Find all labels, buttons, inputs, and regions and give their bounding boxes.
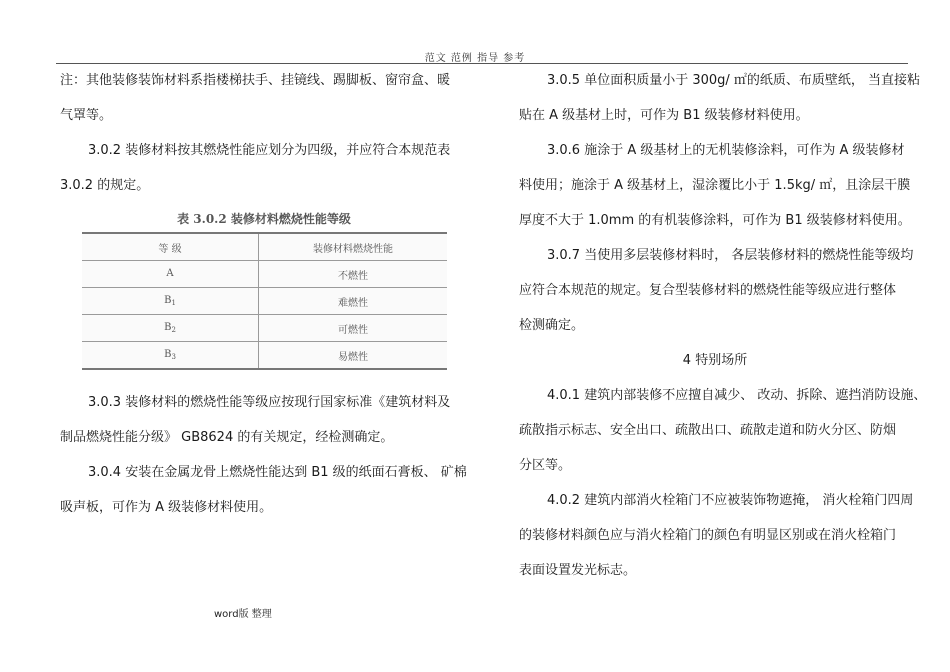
clause-3-0-6-line-2: 料使用；施涂于 A 级基材上，湿涂覆比小于 1.5kg/ ㎡，且涂层干膜 <box>519 178 911 193</box>
spacer <box>60 370 480 388</box>
grade-letter: B <box>164 322 172 333</box>
clause-3-0-3-line-2: 制品燃烧性能分级》 GB8624 的有关规定，经检测确定。 <box>60 430 394 445</box>
clause-3-0-7-line-1: 3.0.7 当使用多层装修材料时， 各层装修材料的燃烧性能等级均 <box>547 248 914 263</box>
clause-3-0-6-line-3: 厚度不大于 1.0mm 的有机装修涂料，可作为 B1 级装修材料使用。 <box>519 213 911 228</box>
right-column <box>519 66 927 591</box>
grade-letter: A <box>166 268 174 279</box>
grade-cell <box>82 288 259 315</box>
clause-3-0-3-line-1: 3.0.3 装修材料的燃烧性能等级应按现行国家标准《建筑材料及 <box>88 395 451 410</box>
table-header-grade: 等 级 <box>82 233 259 261</box>
clause-3-0-2-line-2: 3.0.2 的规定。 <box>60 178 150 193</box>
clause-3-0-2-line-1: 3.0.2 装修材料按其燃烧性能应划分为四级，并应符合本规范表 <box>88 143 451 158</box>
table-row <box>82 261 447 288</box>
table-header-performance: 装修材料燃烧性能 <box>259 233 448 261</box>
clause-4-0-1-line-3: 分区等。 <box>519 458 572 473</box>
clause-3-0-5-line-2: 贴在 A 级基材上时，可作为 B1 级装修材料使用。 <box>519 108 809 123</box>
grade-cell <box>82 315 259 342</box>
page-header: 范文 范例 指导 参考 <box>424 53 526 64</box>
clause-3-0-5-line-1: 3.0.5 单位面积质量小于 300g/ ㎡的纸质、布质壁纸， 当直接粘 <box>547 73 921 88</box>
grade-subscript: 1 <box>171 299 176 307</box>
grade-subscript: 3 <box>171 353 176 361</box>
clause-4-0-2-line-1: 4.0.2 建筑内部消火栓箱门不应被装饰物遮掩， 消火栓箱门四周 <box>547 493 914 508</box>
grade-cell <box>82 261 259 288</box>
clause-4-0-1-line-2: 疏散指示标志、安全出口、疏散出口、疏散走道和防火分区、防烟 <box>519 423 897 438</box>
performance-cell: 易燃性 <box>259 342 448 370</box>
grade-subscript: 2 <box>171 326 176 334</box>
header-divider <box>56 63 908 64</box>
table-row <box>82 342 447 370</box>
note-line-2: 气罩等。 <box>60 108 113 123</box>
clause-4-0-2-line-3: 表面设置发光标志。 <box>519 563 637 578</box>
clause-3-0-4-line-1: 3.0.4 安装在金属龙骨上燃烧性能达到 B1 级的纸面石膏板、 矿棉 <box>88 465 467 480</box>
grade-letter: B <box>164 295 172 306</box>
clause-3-0-7-line-2: 应符合本规范的规定。复合型装修材料的燃烧性能等级应进行整体 <box>519 283 897 298</box>
section-title: 4 特别场所 <box>682 353 748 368</box>
table-row <box>82 288 447 315</box>
clause-3-0-7-line-3: 检测确定。 <box>519 318 585 333</box>
clause-3-0-4-line-2: 吸声板，可作为 A 级装修材料使用。 <box>60 500 273 515</box>
left-column <box>60 66 480 528</box>
performance-cell: 可燃性 <box>259 315 448 342</box>
table-row <box>82 315 447 342</box>
clause-3-0-6-line-1: 3.0.6 施涂于 A 级基材上的无机装修涂料，可作为 A 级装修材 <box>547 143 905 158</box>
flammability-grade-table <box>82 232 447 370</box>
performance-cell: 不燃性 <box>259 261 448 288</box>
clause-4-0-2-line-2: 的装修材料颜色应与消火栓箱门的颜色有明显区别或在消火栓箱门 <box>519 528 897 543</box>
page-footer: word版 整理 <box>214 609 272 620</box>
grade-cell <box>82 342 259 370</box>
note-line-1: 注：其他装修装饰材料系指楼梯扶手、挂镜线、踢脚板、窗帘盒、暖 <box>60 73 451 88</box>
table-title: 表 3.0.2 装修材料燃烧性能等级 <box>177 212 351 226</box>
table-header-row <box>82 233 447 261</box>
clause-4-0-1-line-1: 4.0.1 建筑内部装修不应擅自减少、 改动、拆除、遮挡消防设施、 <box>547 388 927 403</box>
grade-letter: B <box>164 349 172 360</box>
performance-cell: 难燃性 <box>259 288 448 315</box>
